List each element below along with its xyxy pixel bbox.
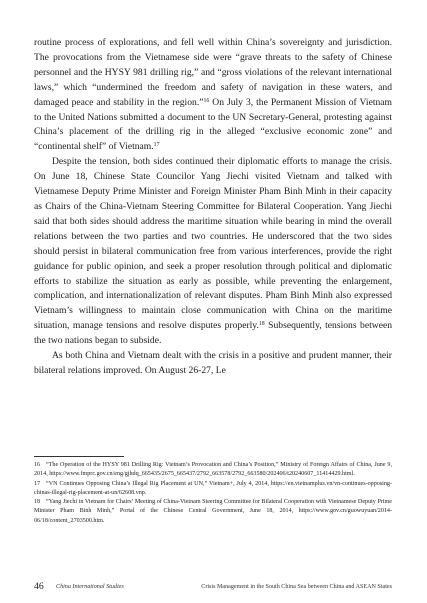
body-text <box>34 36 392 379</box>
paragraph-1 <box>34 36 392 155</box>
paragraph-3: As both China and Vietnam dealt with the crisis in a positive and prudent manner, their bilateral relations improved. On August 26-27, Le <box>34 350 392 376</box>
footnote-text: “Yang Jiechi in Vietnam for Chairs’ Meeting of China-Vietnam Steering Committee for Bilateral Cooperation with Vietnamese Deputy Prime Minister Pham Binh Minh,” Portal of the Chinese Central Government, June 18, 2014, https://www.gov.cn/guowuyuan/2014-06/18/content_2703500.htm. <box>34 499 392 524</box>
footnote-text: “The Operation of the HYSY 981 Drilling Rig: Vietnam’s Provocation and China’s Position,” Ministry of Foreign Affairs of China, June 9, 2014, https://www.fmprc.gov.cn/eng/gjhdq_665435/2675_665437/2792_663578/2792_663580/202406/t20240607_11414429.html. <box>34 462 392 478</box>
footnote-17 <box>34 480 392 499</box>
running-title: Crisis Management in the South China Sea between China and ASEAN States <box>201 584 392 590</box>
journal-name: China International Studies <box>56 584 124 590</box>
page-number: 46 <box>34 581 44 592</box>
paragraph-2-text-a: Despite the tension, both sides continued their diplomatic efforts to manage the crisis. On June 18, Chinese State Councilor Yang Jiechi visited Vietnam and talked with Vietnamese Deputy Prime Minister and Foreign Minister Pham Binh Minh in their capacity as Chairs of the China-Vietnam Steering Committee for Bilateral Cooperation. Yang Jiechi said that both sides should address the maritime situation while bearing in mind the overall relations between the two parties and two countries. He underscored that the two sides should persist in bilateral communication free from various interferences, provide the right guidance for public opinion, and seek a proper resolution through political and diplomatic efforts to stabilize the situation as early as possible, while preventing the enlargement, complication, and internationalization of relevant disputes. Pham Binh Minh also expressed Vietnam’s willingness to maintain close communication with China on the maritime situation, manage tensions and resolve disputes properly. <box>34 156 392 332</box>
paragraph-1-text-b: On July 3, the Permanent Mission of Vietnam to the United Nations submitted a document to the UN Secretary-General, protesting against China’s placement of the drilling rig in the alleged “exclusive economic zone” and “continental shelf” of Vietnam. <box>34 96 393 153</box>
page-footer <box>34 583 392 595</box>
footnote-ref-18[interactable]: 18 <box>258 321 265 328</box>
footnote-number: 18 <box>34 499 41 506</box>
footnote-ref-16[interactable]: 16 <box>203 97 210 104</box>
paragraph-1-text-a: routine process of explorations, and fell well within China’s sovereignty and jurisdiction. The provocations from the Vietnamese side were “grave threats to the safety of Chinese personnel and the HYSY 981 drilling rig,” and “gross violations of the relevant international laws,” which “undermined the freedom and safety of navigation in these waters, and damaged peace and stability in the region.” <box>34 37 392 108</box>
footnote-divider <box>34 456 124 457</box>
footnote-16 <box>34 461 392 480</box>
footnote-text: “VN Continues Opposing China’s Illegal Rig Placement at UN,” Vietnam+, July 4, 2014, https://en.vietnamplus.vn/vn-continues-opposing-chinas-illegal-rig-placement-at-un/62608.vnp. <box>34 480 392 496</box>
paragraph-2 <box>34 155 392 349</box>
footnote-number: 17 <box>34 480 41 487</box>
footnote-ref-17[interactable]: 17 <box>153 142 160 149</box>
footnote-number: 16 <box>34 462 41 468</box>
paragraph-2-text-b: Subsequently, tensions between the two nations began to subside. <box>34 320 393 347</box>
footnote-18 <box>34 498 392 526</box>
footnotes <box>34 461 392 526</box>
